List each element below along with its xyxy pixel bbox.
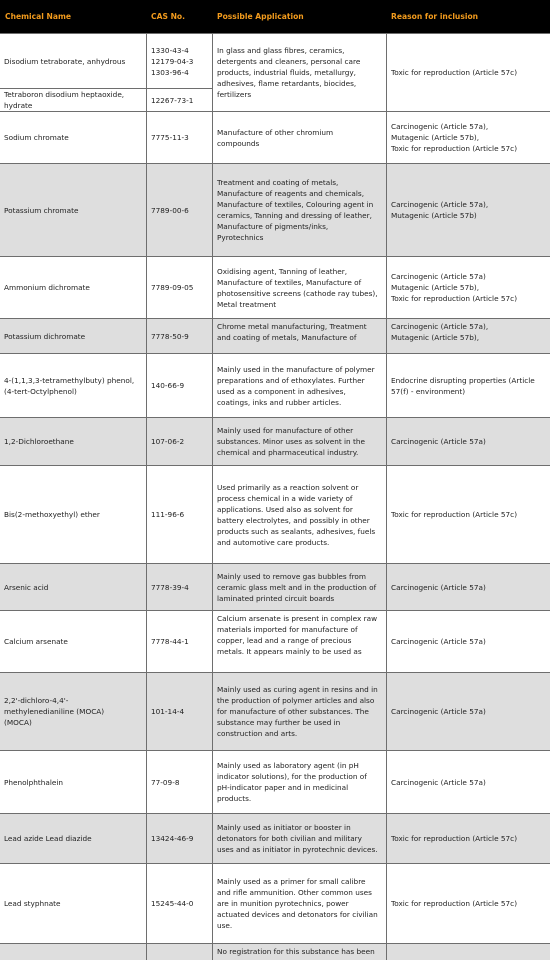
table-row: [0, 672, 550, 750]
cell-line: In glass and glass fibres, ceramics,: [217, 46, 345, 55]
application-cell: [212, 673, 386, 750]
chemical-name-cell: [0, 354, 146, 417]
cas-number-cell: [146, 34, 212, 111]
cell-line: Mutagenic (Article 57b),: [391, 283, 480, 292]
cell-line: Pyrotechnics: [217, 233, 264, 242]
cell-line: Disodium tetraborate, anhydrous: [4, 56, 126, 66]
cell-line: use.: [217, 921, 233, 930]
header-chemical-name: Chemical Name: [5, 12, 72, 21]
cell-line: process chemical in a wide variety of: [217, 493, 353, 503]
header-cas-no: CAS No.: [151, 12, 186, 21]
reason-cell: [386, 611, 550, 672]
cas-number-cell: [146, 673, 212, 750]
reason-cell: [386, 418, 550, 465]
cell-line: detergents and cleaners, personal care: [217, 57, 361, 66]
cell-line: Carcinogenic (Article 57a): [391, 777, 486, 787]
chemical-name-cell: [0, 112, 146, 163]
table-row: [0, 563, 550, 610]
cell-line: 7778-44-1: [151, 637, 189, 646]
cas-number-cell: [146, 466, 212, 563]
cell-line: Used primarily as a reaction solvent or: [217, 482, 359, 492]
cell-line: Lead azide Lead diazide: [4, 834, 92, 843]
cell-line: Mutagenic (Article 57b): [391, 211, 477, 220]
cell-line: 57(f) - environment): [391, 386, 466, 396]
chemical-name-cell: [0, 751, 146, 813]
chemical-name-cell: [0, 673, 146, 750]
cas-number-cell: [146, 418, 212, 465]
cell-line: adhesives, flame retardants, biocides,: [217, 79, 357, 88]
cell-line: 4-(1,1,3,3-tetramethylbuty) phenol,: [4, 375, 135, 385]
cell-line: Mainly used for manufacture of other: [217, 426, 354, 435]
cell-line: Mainly used as curing agent in resins and in: [217, 685, 378, 694]
cell-line: 1330-43-4: [151, 45, 189, 55]
table-row: [0, 750, 550, 813]
cell-line: Bis(2-methoxyethyl) ether: [4, 510, 100, 519]
cell-line: substance may further be used in: [217, 718, 341, 727]
cell-line: Carcinogenic (Article 57a): [391, 437, 486, 446]
cell-line: Carcinogenic (Article 57a): [391, 637, 486, 646]
cell-line: fertilizers: [217, 90, 252, 99]
cell-line: Toxic for reproduction (Article 57c): [391, 68, 518, 77]
cas-number-cell: [146, 814, 212, 863]
cell-line: Mutagenic (Article 57b),: [391, 133, 480, 142]
cell-line: No registration for this substance has been: [217, 947, 375, 956]
cell-line: photosensitive screens (cathode ray tubes),: [217, 288, 378, 298]
cell-line: the production of polymer articles and also: [217, 696, 375, 705]
cell-line: substances. Minor uses as solvent in the: [217, 437, 365, 446]
application-cell: [212, 564, 386, 610]
cell-line: 111-96-6: [151, 510, 185, 519]
application-cell: [212, 354, 386, 417]
cell-line: products such as sealants, adhesives, fuels: [217, 526, 376, 536]
cas-number-entry: [147, 34, 212, 88]
cas-number-cell: [146, 354, 212, 417]
cell-line: uses and as initiator in pyrotechnic devices.: [217, 845, 378, 854]
chemical-name-entry: [0, 88, 146, 111]
cell-line: Lead styphnate: [4, 899, 61, 908]
table-row: [0, 163, 550, 256]
chemical-name-cell: [0, 319, 146, 353]
cell-line: Calcium arsenate is present in complex raw: [217, 614, 378, 623]
application-cell: [212, 418, 386, 465]
cell-line: are in munition pyrotechnics, power: [217, 899, 349, 908]
table-row: [0, 318, 550, 353]
cell-line: 15245-44-0: [151, 899, 194, 908]
cell-line: Manufacture of other chromium: [217, 127, 334, 137]
cell-line: 7778-39-4: [151, 582, 189, 592]
cell-line: Potassium chromate: [4, 205, 79, 215]
cell-line: preparations and of ethoxylates. Further: [217, 375, 365, 385]
cas-number-cell: [146, 112, 212, 163]
chemical-name-cell: [0, 466, 146, 563]
cas-number-entry: [147, 88, 212, 111]
cell-line: Potassium dichromate: [4, 331, 86, 341]
cell-line: 13424-46-9: [151, 834, 194, 843]
application-cell: [212, 257, 386, 318]
cell-line: 7789-09-05: [151, 283, 194, 292]
cell-line: Mainly used as a primer for small calibre: [217, 877, 366, 886]
cell-line: 77-09-8: [151, 777, 180, 787]
reason-cell: [386, 864, 550, 943]
cell-line: ceramic glass melt and in the production of: [217, 582, 377, 592]
chemical-name-cell: [0, 564, 146, 610]
cell-line: Manufacture of reagents and chemicals,: [217, 189, 365, 198]
application-cell: [212, 864, 386, 943]
cell-line: laminated printed circuit boards: [217, 593, 335, 603]
table-row: [0, 863, 550, 943]
cell-line: Mainly used as initiator or booster in: [217, 823, 351, 832]
cell-line: actuated devices and detonators for civilian: [217, 910, 378, 919]
cell-line: Toxic for reproduction (Article 57c): [391, 294, 518, 303]
cell-line: Carcinogenic (Article 57a),: [391, 200, 489, 209]
cell-line: Carcinogenic (Article 57a),: [391, 322, 489, 331]
cell-line: Mainly used in the manufacture of polymer: [217, 364, 375, 374]
cell-line: Carcinogenic (Article 57a),: [391, 122, 489, 131]
cell-line: Toxic for reproduction (Article 57c): [391, 899, 518, 908]
header-possible-application: Possible Application: [217, 12, 304, 21]
cell-line: construction and arts.: [217, 729, 298, 738]
table-row: [0, 610, 550, 672]
table-row: [0, 353, 550, 417]
cell-line: used as a component in adhesives,: [217, 386, 346, 396]
cell-line: 140-66-9: [151, 381, 185, 390]
cell-line: ceramics, Tanning and dressing of leather,: [217, 211, 372, 220]
cell-line: Calcium arsenate: [4, 637, 68, 646]
cell-line: indicator solutions), for the production of: [217, 772, 367, 781]
cas-number-cell: [146, 864, 212, 943]
cell-line: Manufacture of textiles, Colouring agent in: [217, 200, 374, 209]
application-cell: [212, 164, 386, 256]
cas-number-cell: [146, 564, 212, 610]
cell-line: Toxic for reproduction (Article 57c): [391, 144, 518, 153]
table-row: [0, 943, 550, 960]
application-cell: [212, 319, 386, 353]
cell-line: and automotive care products.: [217, 537, 330, 547]
reason-cell: [386, 354, 550, 417]
cell-line: Metal treatment: [217, 299, 277, 309]
cell-line: coatings, inks and rubber articles.: [217, 397, 342, 407]
cell-line: Manufacture of textiles, Manufacture of: [217, 277, 362, 287]
table-row: [0, 813, 550, 863]
chemical-name-cell: [0, 944, 146, 960]
reason-cell: [386, 944, 550, 960]
cell-line: Carcinogenic (Article 57a): [391, 707, 486, 716]
cell-line: Treatment and coating of metals,: [217, 178, 339, 187]
cell-line: Oxidising agent, Tanning of leather,: [217, 266, 348, 276]
cell-line: Toxic for reproduction (Article 57c): [391, 834, 518, 843]
cell-line: 7775-11-3: [151, 133, 189, 142]
application-cell: [212, 814, 386, 863]
reason-cell: [386, 564, 550, 610]
cell-line: 2,2'-dichloro-4,4'-: [4, 696, 69, 705]
cell-line: detonators for both civilian and military: [217, 834, 362, 843]
reason-cell: [386, 751, 550, 813]
chemical-name-cell: [0, 864, 146, 943]
cell-line: Endocrine disrupting properties (Article: [391, 375, 535, 385]
cell-line: 107-06-2: [151, 437, 185, 446]
cell-line: pH-indicator paper and in medicinal: [217, 783, 349, 792]
cell-line: Phenolphthalein: [4, 777, 64, 787]
cas-number-cell: [146, 164, 212, 256]
reason-cell: [386, 164, 550, 256]
chemical-name-cell: [0, 257, 146, 318]
cell-line: 12267-73-1: [151, 95, 194, 105]
cell-line: copper, lead and a range of precious: [217, 636, 352, 645]
cell-line: applications. Used also as solvent for: [217, 504, 353, 514]
reason-cell: [386, 814, 550, 863]
cell-line: methylenedianiline (MOCA): [4, 707, 105, 716]
application-cell: [212, 112, 386, 163]
cell-line: (MOCA): [4, 718, 32, 727]
chemical-name-cell: [0, 814, 146, 863]
table-row: [0, 256, 550, 318]
table-row: [0, 33, 550, 111]
reason-cell: [386, 34, 550, 111]
cell-line: Toxic for reproduction (Article 57c): [391, 510, 518, 519]
cell-line: (4-tert-Octylphenol): [4, 386, 77, 396]
application-cell: [212, 751, 386, 813]
cell-line: Ammonium dichromate: [4, 283, 90, 292]
chemical-name-cell: [0, 418, 146, 465]
cell-line: 7778-50-9: [151, 331, 189, 341]
reason-cell: [386, 319, 550, 353]
cell-line: 101-14-4: [151, 707, 185, 716]
reason-cell: [386, 257, 550, 318]
cell-line: Mutagenic (Article 57b),: [391, 333, 480, 342]
reason-cell: [386, 673, 550, 750]
cell-line: products, industrial fluids, metallurgy,: [217, 68, 356, 77]
cell-line: chemical and pharmaceutical industry.: [217, 448, 359, 457]
cas-number-cell: [146, 751, 212, 813]
reason-cell: [386, 466, 550, 563]
cas-number-cell: [146, 611, 212, 672]
cell-line: Manufacture of pigments/inks,: [217, 222, 329, 231]
header-reason: Reason for inclusion: [391, 12, 479, 21]
table-row: [0, 111, 550, 163]
cell-line: products.: [217, 794, 252, 803]
cell-line: and rifle ammunition. Other common uses: [217, 888, 372, 897]
chemical-name-cell: [0, 164, 146, 256]
cell-line: for manufacture of other substances. The: [217, 707, 369, 716]
table-row: [0, 465, 550, 563]
cas-number-cell: [146, 319, 212, 353]
cell-line: Mainly used as laboratory agent (in pH: [217, 761, 359, 770]
cell-line: Tetraboron disodium heptaoxide, hydrate: [4, 90, 125, 110]
cell-line: Sodium chromate: [4, 133, 69, 142]
cas-number-cell: [146, 944, 212, 960]
cell-line: Arsenic acid: [4, 582, 49, 592]
chemical-name-entry: [0, 34, 146, 88]
cell-line: and coating of metals, Manufacture of: [217, 333, 357, 342]
chemical-name-cell: [0, 34, 146, 111]
cell-line: Chrome metal manufacturing, Treatment: [217, 322, 367, 331]
cell-line: 1,2-Dichloroethane: [4, 437, 74, 446]
cell-line: Carcinogenic (Article 57a): [391, 582, 486, 592]
application-cell: [212, 466, 386, 563]
application-cell: [212, 34, 386, 111]
cell-line: 7789-00-6: [151, 205, 189, 215]
table-row: [0, 417, 550, 465]
cell-line: 1303-96-4: [151, 67, 189, 77]
cell-line: metals. It appears mainly to be used as: [217, 647, 362, 656]
cell-line: 12179-04-3: [151, 56, 194, 66]
cell-line: Carcinogenic (Article 57a): [391, 272, 486, 281]
chemical-name-cell: [0, 611, 146, 672]
cell-line: battery electrolytes, and possibly in other: [217, 515, 370, 525]
reason-cell: [386, 112, 550, 163]
table-header: [0, 0, 550, 33]
cell-line: materials imported for manufacture of: [217, 625, 358, 634]
application-cell: [212, 611, 386, 672]
application-cell: [212, 944, 386, 960]
cell-line: compounds: [217, 138, 260, 148]
cas-number-cell: [146, 257, 212, 318]
cell-line: Mainly used to remove gas bubbles from: [217, 571, 366, 581]
